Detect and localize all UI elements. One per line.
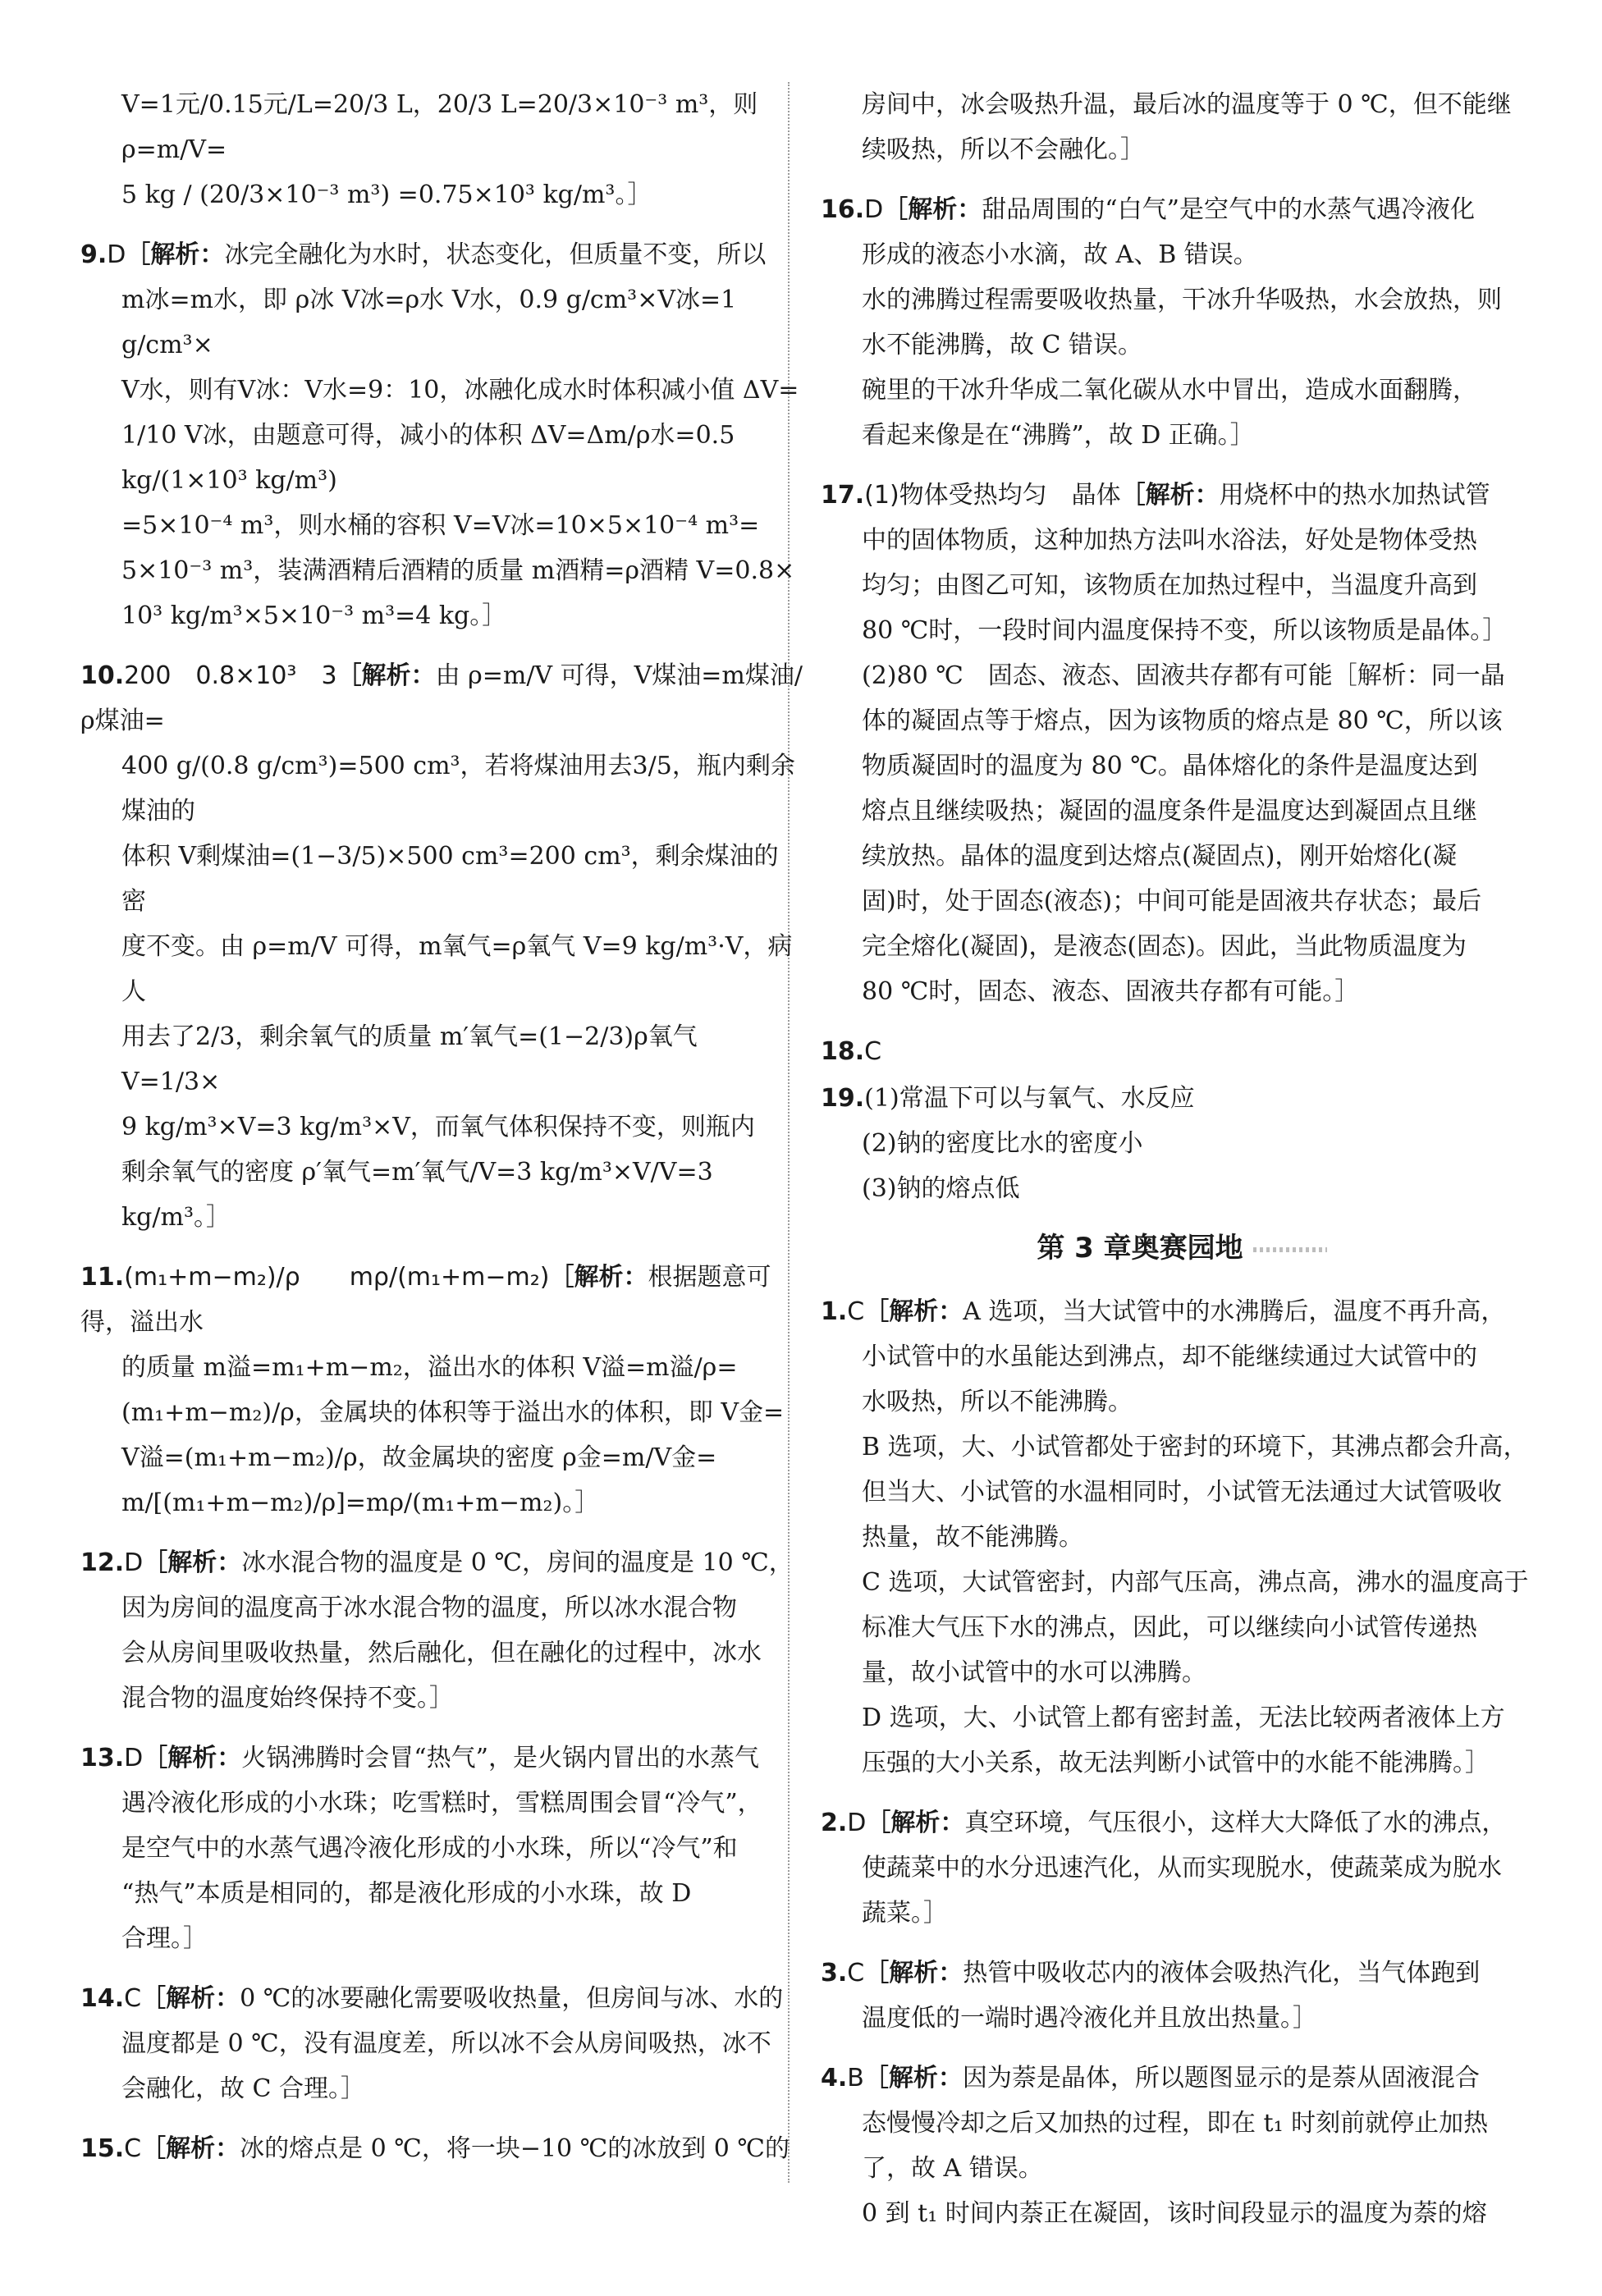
question-number: 19. — [821, 1084, 865, 1113]
right-answer-item — [821, 187, 1543, 458]
answer-text-line: 熔点且继续吸热；凝固的温度条件是温度达到凝固点且继 — [862, 797, 1477, 826]
answer-text-line: 小试管中的水虽能达到沸点，却不能继续通过大试管中的 — [862, 1342, 1477, 1371]
question-number: 14. — [80, 1984, 125, 2013]
olympiad-answer-item — [821, 1800, 1543, 1936]
analysis-label: ［解析： — [143, 1744, 242, 1772]
answer-text-line: 因为房间的温度高于冰水混合物的温度，所以冰水混合物 — [121, 1594, 737, 1622]
question-number: 16. — [821, 195, 865, 224]
answer-text-line: m/[(m₁+m−m₂)/ρ]=mρ/(m₁+m−m₂)。］ — [121, 1489, 600, 1517]
answer-text-line: 中的固体物质，这种加热方法叫水浴法，好处是物体受热 — [862, 526, 1477, 555]
left-answer-item — [80, 1736, 803, 1961]
left-answer-item — [80, 82, 803, 217]
answer-first-line — [821, 2056, 1543, 2101]
answer-text-line: 80 ℃时，一段时间内温度保持不变，所以该物质是晶体。］ — [862, 616, 1508, 645]
right-column — [821, 82, 1543, 2251]
question-number: 4. — [821, 2064, 848, 2092]
answer-text-line: 的质量 m溢=m₁+m−m₂，溢出水的体积 V溢=m溢/ρ= — [121, 1353, 738, 1382]
answer-text-line: 用去了2/3，剩余氧气的质量 m′氧气=(1−2/3)ρ氧气 V=1/3× — [121, 1022, 706, 1096]
answer-text: 根据题意可得，溢出水 — [80, 1263, 771, 1337]
answer-text-line: 续放热。晶体的温度到达熔点(凝固点)，刚开始熔化(凝 — [862, 842, 1458, 871]
answer-first-line — [80, 653, 803, 743]
answer-text-line: 剩余氧气的密度 ρ′氧气=m′氧气/V=3 kg/m³×V/V=3 kg/m³。］ — [121, 1158, 721, 1232]
right-answer-item — [821, 1076, 1543, 1211]
answer-text-line: 是空气中的水蒸气遇冷液化形成的小水珠，所以“冷气”和 — [121, 1834, 738, 1863]
answer-text-line: 但当大、小试管的水温相同时，小试管无法通过大试管吸收 — [862, 1478, 1502, 1507]
section-title-text: 第 3 章奥赛园地 — [1037, 1232, 1243, 1265]
answer-first-line — [821, 1289, 1543, 1334]
question-number: 3. — [821, 1959, 848, 1987]
answer-first-line — [80, 232, 803, 277]
answer-text-line: 10³ kg/m³×5×10⁻³ m³=4 kg。］ — [121, 601, 507, 630]
answer-text: 房间中，冰会吸热升温，最后冰的温度等于 0 ℃，但不能继 — [862, 90, 1512, 119]
question-number: 12. — [80, 1548, 125, 1577]
answer-text-line: 400 g/(0.8 g/cm³)=500 cm³，若将煤油用去3/5，瓶内剩余煤油的 — [121, 752, 795, 826]
answer-text-line: (2)80 ℃ 固态、液态、固液共存都有可能［解析：同一晶 — [862, 661, 1505, 690]
answer-first-line — [80, 1540, 803, 1585]
answer-first-line — [821, 1951, 1543, 1996]
answer-text-line: 碗里的干冰升华成二氧化碳从水中冒出，造成水面翻腾， — [862, 376, 1477, 405]
answer-text: 冰水混合物的温度是 0 ℃，房间的温度是 10 ℃， — [241, 1548, 794, 1577]
answer-text-line: 压强的大小关系，故无法判断小试管中的水能不能沸腾。］ — [862, 1749, 1490, 1777]
olympiad-answer-item — [821, 1951, 1543, 2041]
question-number: 15. — [80, 2134, 125, 2163]
answer-text-line: 混合物的温度始终保持不变。］ — [121, 1684, 454, 1713]
analysis-label: ［解析： — [141, 1984, 240, 2013]
answer-choice: C — [847, 1959, 865, 1987]
answer-choice: (1)物体受热均匀 晶体 — [864, 481, 1121, 510]
answer-text-line: 固)时，处于固态(液态)；中间可能是固液共存状态；最后 — [862, 887, 1482, 916]
answer-text-line: V溢=(m₁+m−m₂)/ρ，故金属块的密度 ρ金=m/V金= — [121, 1443, 717, 1472]
left-answer-item — [80, 232, 803, 638]
answer-text: 真空环境，气压很小，这样大大降低了水的沸点， — [964, 1809, 1507, 1837]
olympiad-answer-item — [821, 1289, 1543, 1786]
answer-text-line: B 选项，大、小试管都处于密封的环境下，其沸点都会升高， — [862, 1433, 1528, 1461]
answer-text-line: 水的沸腾过程需要吸收热量，干冰升华吸热，水会放热，则 — [862, 286, 1502, 314]
answer-text-line: 蔬菜。］ — [862, 1899, 948, 1928]
answer-text-line: 物质凝固时的温度为 80 ℃。晶体熔化的条件是温度达到 — [862, 752, 1478, 780]
answer-text-line: 度不变。由 ρ=m/V 可得，m氧气=ρ氧气 V=9 kg/m³·V，病人 — [121, 932, 793, 1006]
analysis-label: ［解析： — [864, 1959, 963, 1987]
left-column — [80, 82, 803, 2186]
left-answer-item — [80, 653, 803, 1240]
answer-first-line — [821, 1029, 1543, 1074]
analysis-label: ［解析： — [143, 1548, 242, 1577]
answer-text-line: C 选项，大试管密封，内部气压高，沸点高，沸水的温度高于 — [862, 1568, 1529, 1597]
answer-text-line: 使蔬菜中的水分迅速汽化，从而实现脱水，使蔬菜成为脱水 — [862, 1854, 1502, 1882]
answer-text-line: 水吸热，所以不能沸腾。 — [862, 1388, 1133, 1416]
question-number: 9. — [80, 240, 108, 269]
answer-text-line: 会从房间里吸收热量，然后融化，但在融化的过程中，冰水 — [121, 1639, 762, 1667]
answer-text-line: 体的凝固点等于熔点，因为该物质的熔点是 80 ℃，所以该 — [862, 707, 1503, 735]
answer-text-line: 0 到 t₁ 时间内萘正在凝固，该时间段显示的温度为萘的熔 — [862, 2199, 1487, 2228]
question-number: 11. — [80, 1263, 125, 1292]
answer-text-line: 标准大气压下水的沸点，因此，可以继续向小试管传递热 — [862, 1613, 1477, 1642]
analysis-label: ［解析： — [863, 2064, 963, 2092]
answer-choice: D — [124, 1548, 144, 1577]
answer-choice: D — [124, 1744, 144, 1772]
answer-first-line — [821, 1800, 1543, 1845]
left-answer-item — [80, 2126, 803, 2171]
answer-text: 用烧杯中的热水加热试管 — [1219, 481, 1490, 510]
answer-choice: C — [124, 1984, 142, 2013]
answer-text-line: 形成的液态小水滴，故 A、B 错误。 — [862, 240, 1258, 269]
answer-first-line — [821, 82, 1543, 127]
answer-text: 由 ρ=m/V 可得，V煤油=m煤油/ρ煤油= — [80, 661, 803, 735]
right-answer-item — [821, 473, 1543, 1014]
answer-choice: C — [847, 1297, 865, 1326]
answer-text-line: 体积 V剩煤油=(1−3/5)×500 cm³=200 cm³，剩余煤油的密 — [121, 842, 779, 916]
answer-first-line — [80, 1255, 803, 1345]
section-title — [821, 1226, 1543, 1271]
answer-first-line — [80, 1976, 803, 2021]
analysis-label: ［解析： — [1120, 481, 1220, 510]
answer-text-line: 续吸热，所以不会融化。］ — [862, 135, 1145, 164]
answer-text-line: 温度低的一端时遇冷液化并且放出热量。］ — [862, 2004, 1317, 2033]
answer-text: 0 ℃的冰要融化需要吸收热量，但房间与冰、水的 — [240, 1984, 784, 2013]
right-answer-item — [821, 82, 1543, 172]
answer-text-line: 5×10⁻³ m³，装满酒精后酒精的质量 m酒精=ρ酒精 V=0.8× — [121, 556, 795, 585]
answer-first-line — [821, 187, 1543, 232]
question-number: 10. — [80, 661, 125, 690]
analysis-label: ［解析： — [126, 240, 225, 269]
answer-text-line: 会融化，故 C 合理。］ — [121, 2074, 366, 2103]
answer-text: V=1元/0.15元/L=20/3 L，20/3 L=20/3×10⁻³ m³，则 ρ=m/V= — [121, 90, 766, 164]
answer-text-line: 1/10 V冰，由题意可得，减小的体积 ΔV=Δm/ρ水=0.5 kg/(1×10³ kg/m³) — [121, 421, 743, 495]
answer-choice: D — [107, 240, 126, 269]
answer-text-line: 看起来像是在“沸腾”，故 D 正确。］ — [862, 421, 1255, 450]
answer-text-line: 80 ℃时，固态、液态、固液共存都有可能。］ — [862, 977, 1360, 1006]
answer-text-line: D 选项，大、小试管上都有密封盖，无法比较两者液体上方 — [862, 1704, 1505, 1732]
answer-text-line: 9 kg/m³×V=3 kg/m³×V，而氧气体积保持不变，则瓶内 — [121, 1113, 755, 1141]
left-answer-item — [80, 1540, 803, 1721]
answer-first-line — [821, 1076, 1543, 1121]
analysis-label: ［解析： — [864, 1297, 963, 1326]
left-answer-item — [80, 1255, 803, 1525]
analysis-label: ［解析： — [866, 1809, 965, 1837]
analysis-label: ［解析： — [336, 661, 436, 690]
answer-text-line: 温度都是 0 ℃，没有温度差，所以冰不会从房间吸热，冰不 — [121, 2029, 771, 2058]
left-answer-item — [80, 1976, 803, 2111]
answer-text-line: 热量，故不能沸腾。 — [862, 1523, 1083, 1552]
answer-text-line: 5 kg / (20/3×10⁻³ m³) =0.75×10³ kg/m³。］ — [121, 181, 652, 209]
answer-text: 火锅沸腾时会冒“热气”，是火锅内冒出的水蒸气 — [241, 1744, 759, 1772]
right-answer-item — [821, 1029, 1543, 1074]
question-number: 13. — [80, 1744, 125, 1772]
answer-first-line — [80, 1736, 803, 1781]
answer-choice: D — [864, 195, 884, 224]
answer-text-line: (2)钠的密度比水的密度小 — [862, 1129, 1143, 1158]
answer-text-line: 水不能沸腾，故 C 错误。 — [862, 331, 1143, 359]
answer-text: 因为萘是晶体，所以题图显示的是萘从固液混合 — [962, 2064, 1480, 2092]
answer-text-line: 了，故 A 错误。 — [862, 2154, 1043, 2183]
answer-choice: 200 0.8×10³ 3 — [124, 661, 337, 690]
question-number: 1. — [821, 1297, 848, 1326]
answer-text: 冰完全融化为水时，状态变化，但质量不变，所以 — [224, 240, 767, 269]
olympiad-answer-item — [821, 2056, 1543, 2236]
answer-choice: B — [847, 2064, 864, 2092]
answer-text: 冰的熔点是 0 ℃，将一块−10 ℃的冰放到 0 ℃的 — [240, 2134, 790, 2163]
answer-text-line: 态慢慢冷却之后又加热的过程，即在 t₁ 时刻前就停止加热 — [862, 2109, 1489, 2138]
answer-text-line: m冰=m水，即 ρ冰 V冰=ρ水 V水，0.9 g/cm³×V冰=1 g/cm³× — [121, 286, 744, 359]
answer-text-line: 合理。］ — [121, 1924, 208, 1953]
analysis-label: ［解析： — [883, 195, 982, 224]
answer-text-line: V水，则有V冰：V水=9：10，冰融化成水时体积减小值 ΔV= — [121, 376, 799, 405]
answer-first-line — [80, 2126, 803, 2171]
answer-choice: C — [124, 2134, 142, 2163]
question-number: 18. — [821, 1037, 865, 1066]
answer-text-line: 均匀；由图乙可知，该物质在加热过程中，当温度升高到 — [862, 571, 1477, 600]
answer-choice: D — [847, 1809, 867, 1837]
answer-text-line: (3)钠的熔点低 — [862, 1174, 1020, 1203]
answer-text-line: “热气”本质是相同的，都是液化形成的小水珠，故 D — [121, 1879, 692, 1908]
title-decoration — [1253, 1247, 1327, 1252]
answer-text: (1)常温下可以与氧气、水反应 — [864, 1084, 1195, 1113]
answer-text-line: 完全熔化(凝固)，是液态(固态)。因此，当此物质温度为 — [862, 932, 1467, 961]
analysis-label: ［解析： — [141, 2134, 240, 2163]
question-number: 17. — [821, 481, 865, 510]
answer-choice: C — [864, 1037, 882, 1066]
answer-first-line — [80, 82, 803, 172]
question-number: 2. — [821, 1809, 848, 1837]
answer-text: A 选项，当大试管中的水沸腾后，温度不再升高， — [963, 1297, 1506, 1326]
answer-text-line: 量，故小试管中的水可以沸腾。 — [862, 1658, 1206, 1687]
analysis-label: ［解析： — [549, 1263, 648, 1292]
answer-text: 热管中吸收芯内的液体会吸热汽化，当气体跑到 — [963, 1959, 1481, 1987]
answer-first-line — [821, 473, 1543, 518]
answer-text-line: =5×10⁻⁴ m³，则水桶的容积 V=V冰=10×5×10⁻⁴ m³= — [121, 511, 760, 540]
answer-choice: (m₁+m−m₂)/ρ mρ/(m₁+m−m₂) — [124, 1263, 550, 1292]
answer-text-line: 遇冷液化形成的小水珠；吃雪糕时，雪糕周围会冒“冷气”， — [121, 1789, 762, 1818]
answer-text-line: (m₁+m−m₂)/ρ，金属块的体积等于溢出水的体积，即 V金= — [121, 1398, 785, 1427]
answer-text: 甜品周围的“白气”是空气中的水蒸气遇冷液化 — [982, 195, 1475, 224]
